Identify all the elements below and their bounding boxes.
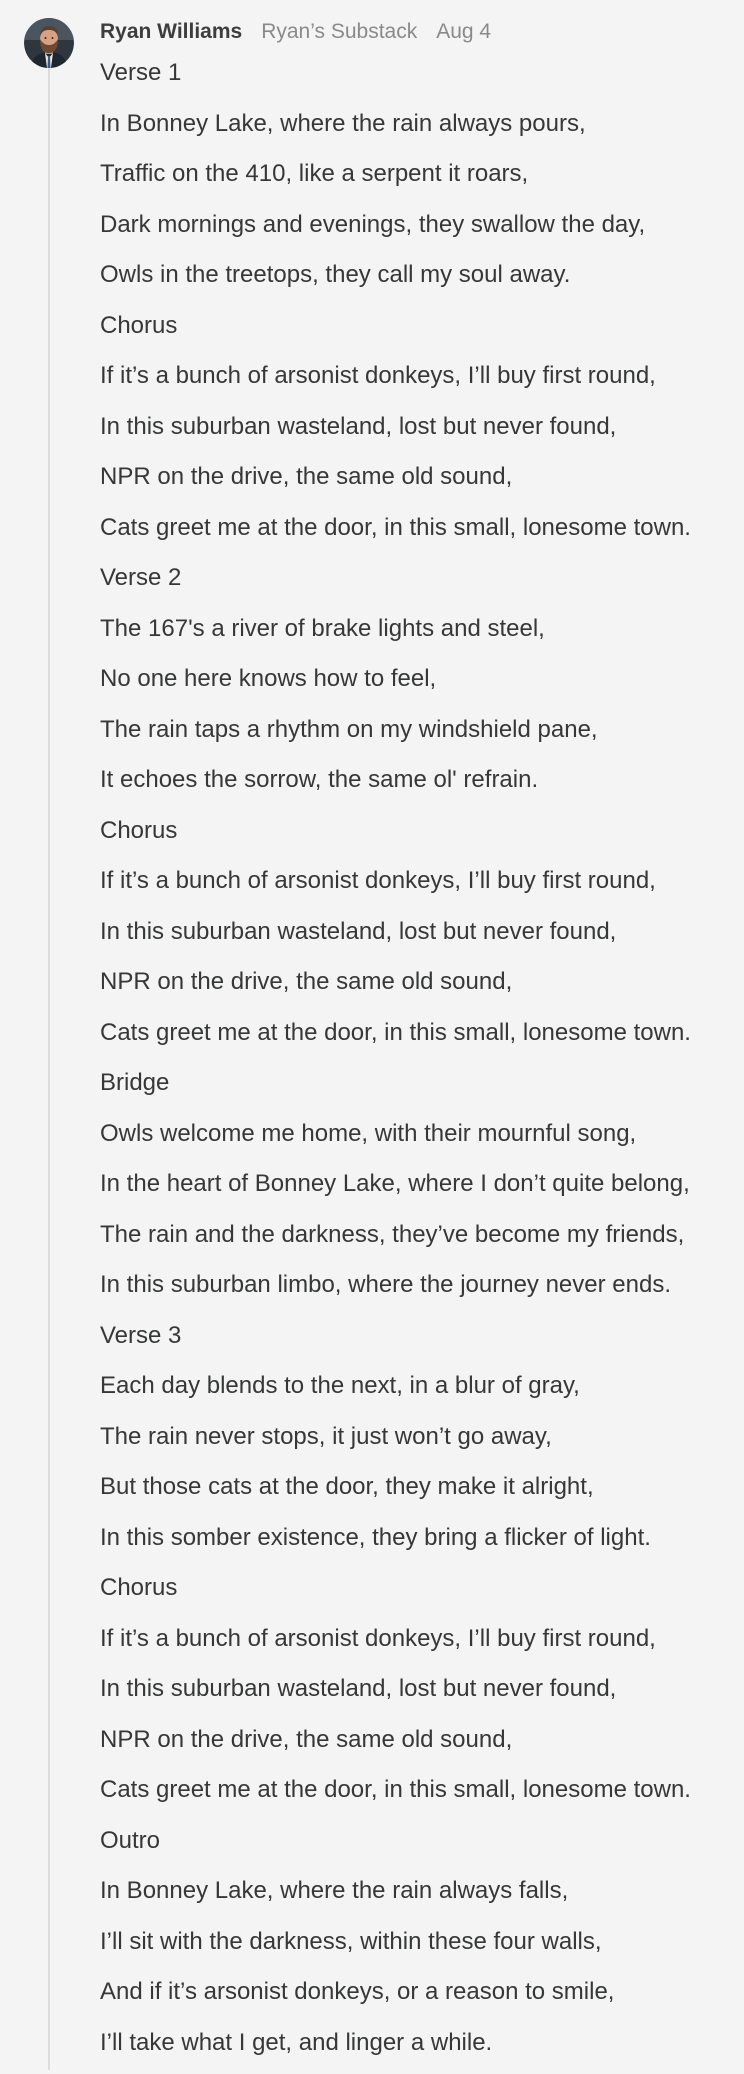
lyric-line: In this suburban wasteland, lost but never found,: [100, 408, 730, 459]
lyric-line: Traffic on the 410, like a serpent it roars,: [100, 155, 730, 206]
lyric-section-heading: Bridge: [100, 1064, 730, 1115]
lyric-line: I’ll sit with the darkness, within these four walls,: [100, 1923, 730, 1974]
lyric-line: In this somber existence, they bring a flicker of light.: [100, 1519, 730, 1570]
lyric-section-heading: Verse 2: [100, 559, 730, 610]
lyric-line: In the heart of Bonney Lake, where I don’t quite belong,: [100, 1165, 730, 1216]
avatar[interactable]: [24, 18, 74, 68]
publication-name[interactable]: Ryan’s Substack: [261, 20, 417, 44]
lyric-line: In this suburban wasteland, lost but never found,: [100, 913, 730, 964]
comment-body: [100, 54, 730, 2074]
lyric-line: The rain taps a rhythm on my windshield pane,: [100, 711, 730, 762]
lyric-line: The rain never stops, it just won’t go away,: [100, 1418, 730, 1469]
lyric-line: The 167's a river of brake lights and steel,: [100, 610, 730, 661]
lyric-section-heading: Outro: [100, 1822, 730, 1873]
lyric-line: Cats greet me at the door, in this small, lonesome town.: [100, 509, 730, 560]
lyric-line: NPR on the drive, the same old sound,: [100, 458, 730, 509]
comment-thread-line: [48, 64, 50, 2070]
lyric-line: If it’s a bunch of arsonist donkeys, I’ll buy first round,: [100, 1620, 730, 1671]
lyric-line: If it’s a bunch of arsonist donkeys, I’ll buy first round,: [100, 357, 730, 408]
author-name[interactable]: Ryan Williams: [100, 20, 242, 44]
lyric-line: And if it’s arsonist donkeys, or a reason to smile,: [100, 1973, 730, 2024]
lyric-line: NPR on the drive, the same old sound,: [100, 963, 730, 1014]
lyric-section-heading: Verse 1: [100, 54, 730, 105]
lyric-line: Owls in the treetops, they call my soul away.: [100, 256, 730, 307]
lyric-line: In this suburban wasteland, lost but never found,: [100, 1670, 730, 1721]
lyric-line: No one here knows how to feel,: [100, 660, 730, 711]
lyric-line: Cats greet me at the door, in this small, lonesome town.: [100, 1771, 730, 1822]
lyric-line: Cats greet me at the door, in this small, lonesome town.: [100, 1014, 730, 1065]
lyric-line: It echoes the sorrow, the same ol' refrain.: [100, 761, 730, 812]
lyric-section-heading: Verse 3: [100, 1317, 730, 1368]
lyric-section-heading: Chorus: [100, 307, 730, 358]
lyric-line: If it’s a bunch of arsonist donkeys, I’ll buy first round,: [100, 862, 730, 913]
lyric-section-heading: Chorus: [100, 812, 730, 863]
comment-header: [100, 17, 491, 47]
lyric-line: In Bonney Lake, where the rain always pours,: [100, 105, 730, 156]
lyric-line: In this suburban limbo, where the journey never ends.: [100, 1266, 730, 1317]
avatar-image: [24, 18, 74, 68]
lyric-line: Each day blends to the next, in a blur of gray,: [100, 1367, 730, 1418]
lyric-line: Owls welcome me home, with their mournful song,: [100, 1115, 730, 1166]
lyric-line: NPR on the drive, the same old sound,: [100, 1721, 730, 1772]
lyric-section-heading: Chorus: [100, 1569, 730, 1620]
lyric-line: Dark mornings and evenings, they swallow the day,: [100, 206, 730, 257]
lyric-line: I’ll take what I get, and linger a while.: [100, 2024, 730, 2074]
lyric-line: The rain and the darkness, they’ve become my friends,: [100, 1216, 730, 1267]
lyric-line: In Bonney Lake, where the rain always falls,: [100, 1872, 730, 1923]
lyric-line: But those cats at the door, they make it alright,: [100, 1468, 730, 1519]
comment-date[interactable]: Aug 4: [436, 20, 491, 44]
